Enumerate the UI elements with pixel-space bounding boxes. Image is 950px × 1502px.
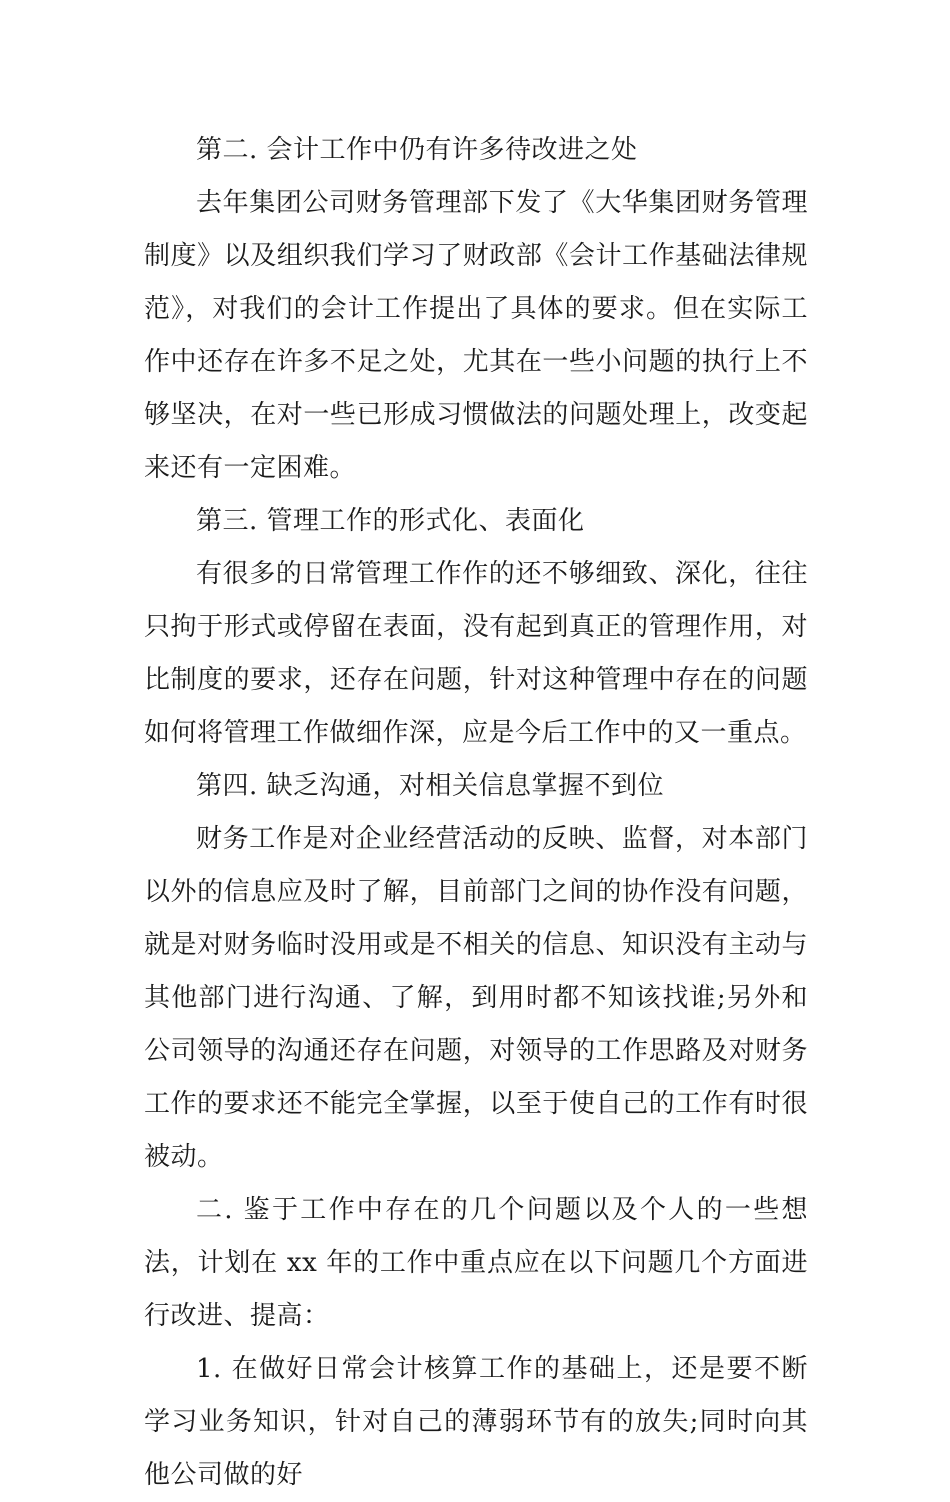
document-body [144, 124, 808, 1502]
paragraph-fourth-body: 财务工作是对企业经营活动的反映、监督，对本部门以外的信息应及时了解，目前部门之间的协作没有问题，就是对财务临时没用或是不相关的信息、知识没有主动与其他部门进行沟通、了解，到用时都不知该找谁;另外和公司领导的沟通还存在问题，对领导的工作思路及对财务工作的要求还不能完全掌握，以至于使自己的工作有时很被动。 [144, 824, 808, 1172]
section-heading-third: 第三. 管理工作的形式化、表面化 [196, 506, 585, 536]
paragraph-plan-intro: 二. 鉴于工作中存在的几个问题以及个人的一些想法，计划在 xx 年的工作中重点应在以下问题几个方面进行改进、提高： [144, 1195, 808, 1331]
section-heading-second: 第二. 会计工作中仍有许多待改进之处 [196, 135, 638, 165]
section-heading-fourth: 第四. 缺乏沟通，对相关信息掌握不到位 [196, 771, 665, 801]
paragraph-third-body: 有很多的日常管理工作作的还不够细致、深化，往往只拘于形式或停留在表面，没有起到真正的管理作用，对比制度的要求，还存在问题，针对这种管理中存在的问题如何将管理工作做细作深，应是今后工作中的又一重点。 [144, 559, 808, 748]
paragraph-plan-item-1: 1. 在做好日常会计核算工作的基础上，还是要不断学习业务知识，针对自己的薄弱环节有的放失;同时向其他公司做的好 [144, 1354, 808, 1490]
paragraph-second-body: 去年集团公司财务管理部下发了《大华集团财务管理制度》以及组织我们学习了财政部《会计工作基础法律规范》，对我们的会计工作提出了具体的要求。但在实际工作中还存在许多不足之处，尤其在一些小问题的执行上不够坚决，在对一些已形成习惯做法的问题处理上，改变起来还有一定困难。 [144, 188, 808, 483]
